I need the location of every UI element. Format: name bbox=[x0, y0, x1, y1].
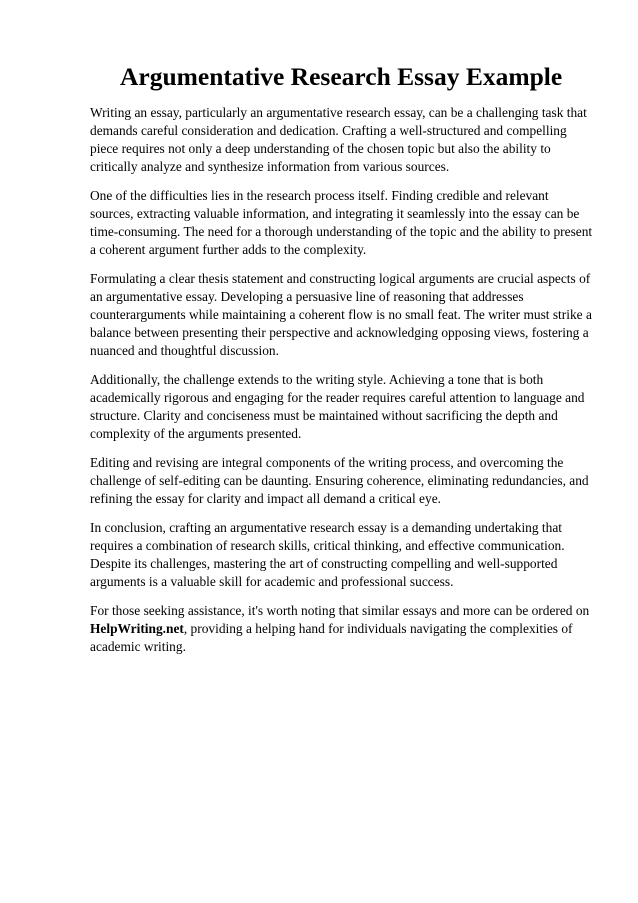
closing-lead-text: For those seeking assistance, it's worth noting that similar essays and more can be ordered on bbox=[90, 603, 590, 618]
paragraph-conclusion: In conclusion, crafting an argumentative research essay is a demanding undertaking that requires a combination of research skills, critical thinking, and effective communication. Despite its challenges, mastering the art of constructing compelling and well-supported arguments is a valuable skill for academic and professional success. bbox=[90, 520, 565, 589]
paragraph-intro: Writing an essay, particularly an argumentative research essay, can be a challenging task that demands careful consideration and dedication. Crafting a well-structured and compelling piece requires not only a deep understanding of the chosen topic but also the ability to critically analyze and synthesize information from various sources. bbox=[90, 105, 587, 174]
paragraph-style: Additionally, the challenge extends to the writing style. Achieving a tone that is both academically rigorous and engaging for the reader requires careful attention to language and structure. Clarity and conciseness must be maintained without sacrificing the depth and complexity of the arguments presented. bbox=[90, 372, 585, 441]
paragraph-editing: Editing and revising are integral components of the writing process, and overcoming the challenge of self-editing can be daunting. Ensuring coherence, eliminating redundancies, and refining the essay for clarity and impact all demand a critical eye. bbox=[90, 455, 589, 506]
brand-link[interactable]: HelpWriting.net bbox=[90, 621, 184, 636]
paragraph-closing bbox=[90, 602, 594, 656]
paragraph-thesis: Formulating a clear thesis statement and constructing logical arguments are crucial aspects of an argumentative essay. Developing a persuasive line of reasoning that addresses counterarguments while maintaining a coherent flow is no small feat. The writer must strike a balance between presenting their perspective and acknowledging opposing views, fostering a nuanced and thoughtful discussion. bbox=[90, 271, 592, 358]
paragraph-research: One of the difficulties lies in the research process itself. Finding credible and relevant sources, extracting valuable information, and integrating it seamlessly into the essay can be time-consuming. The need for a thorough understanding of the topic and the ability to present a coherent argument further adds to the complexity. bbox=[90, 188, 593, 257]
closing-tail-text: , providing a helping hand for individuals navigating the complexities of academic writing. bbox=[90, 621, 573, 654]
document-title: Argumentative Research Essay Example bbox=[120, 62, 563, 91]
